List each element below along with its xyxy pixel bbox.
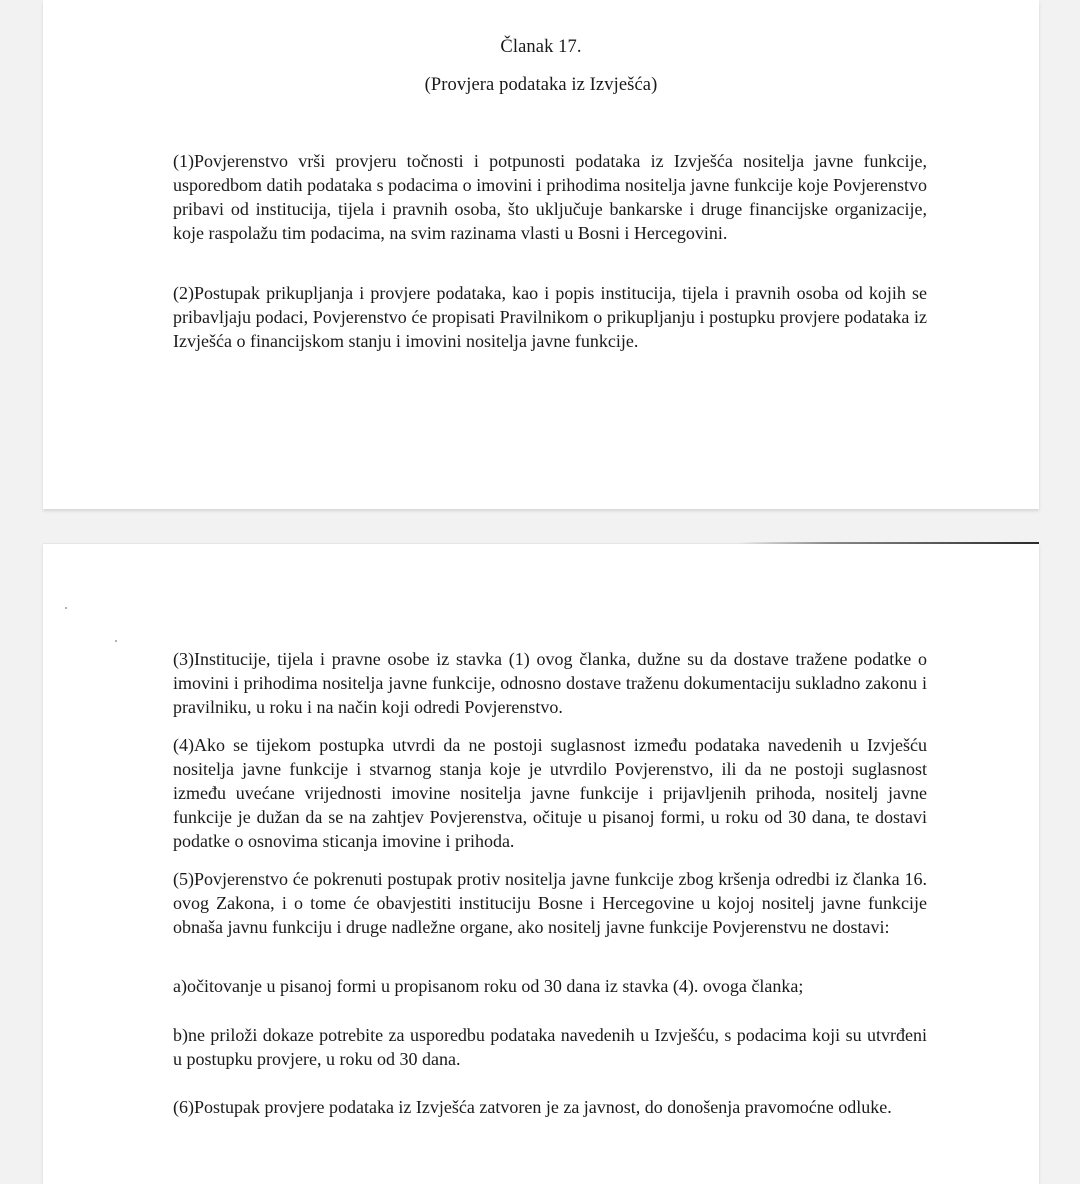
page-top-rule: [739, 542, 1039, 544]
document-page-2: [43, 543, 1039, 1184]
scan-speck: [65, 607, 67, 609]
paragraph-4: (4)Ako se tijekom postupka utvrdi da ne postoji suglasnost između podataka navedenih u Izvješću nositelja javne funkcije i stvarnog stanja koje je utvrdilo Povjerenstvo, ili da ne postoji suglasnost između uvećane vrijednosti imovine nositelja javne funkcije i prijavljenih prihoda, nositelj javne funkcije je dužan da se na zahtjev Povjerenstva, očituje u pisanoj formi, u roku od 30 dana, te dostavi podatke o osnovima sticanja imovine i prihoda.: [173, 735, 927, 851]
article-title: (Provjera podataka iz Izvješća): [424, 75, 658, 95]
paragraph-2: (2)Postupak prikupljanja i provjere podataka, kao i popis institucija, tijela i pravnih osoba od kojih se pribavljaju podaci, Povjerenstvo će propisati Pravilnikom o prikupljanju i postupku provjere podataka iz Izvješća o financijskom stanju i imovini nositelja javne funkcije.: [173, 283, 927, 351]
document-page-1: [43, 0, 1039, 509]
article-number: Članak 17.: [500, 37, 582, 57]
scan-speck: [115, 640, 117, 642]
paragraph-3: (3)Institucije, tijela i pravne osobe iz stavka (1) ovog članka, dužne su da dostave tražene podatke o imovini i prihodima nositelja javne funkcije, odnosno dostave traženu dokumentaciju sukladno zakonu i pravilniku, u roku i na način koji odredi Povjerenstvo.: [173, 649, 927, 717]
paragraph-6: (6)Postupak provjere podataka iz Izvješća zatvoren je za javnost, do donošenja pravomoćne odluke.: [173, 1097, 892, 1117]
paragraph-1: (1)Povjerenstvo vrši provjeru točnosti i potpunosti podataka iz Izvješća nositelja javne funkcije, usporedbom datih podataka s podacima o imovini i prihodima nositelja javne funkcije koje Povjerenstvo pribavi od institucija, tijela i pravnih osoba, što uključuje bankarske i druge financijske organizacije, koje raspolažu tim podacima, na svim razinama vlasti u Bosni i Hercegovini.: [173, 151, 927, 243]
paragraph-5b: b)ne priloži dokaze potrebite za usporedbu podataka navedenih u Izvješću, s podacima koji su utvrđeni u postupku provjere, u roku od 30 dana.: [173, 1025, 927, 1069]
paragraph-5a: a)očitovanje u pisanoj formi u propisanom roku od 30 dana iz stavka (4). ovoga članka;: [173, 976, 804, 996]
paragraph-5: (5)Povjerenstvo će pokrenuti postupak protiv nositelja javne funkcije zbog kršenja odredbi iz članka 16. ovog Zakona, i o tome će obavjestiti instituciju Bosne i Hercegovine u kojoj nositelj javne funkcije obnaša javnu funkciju i druge nadležne organe, ako nositelj javne funkcije Povjerenstvu ne dostavi:: [173, 869, 927, 937]
